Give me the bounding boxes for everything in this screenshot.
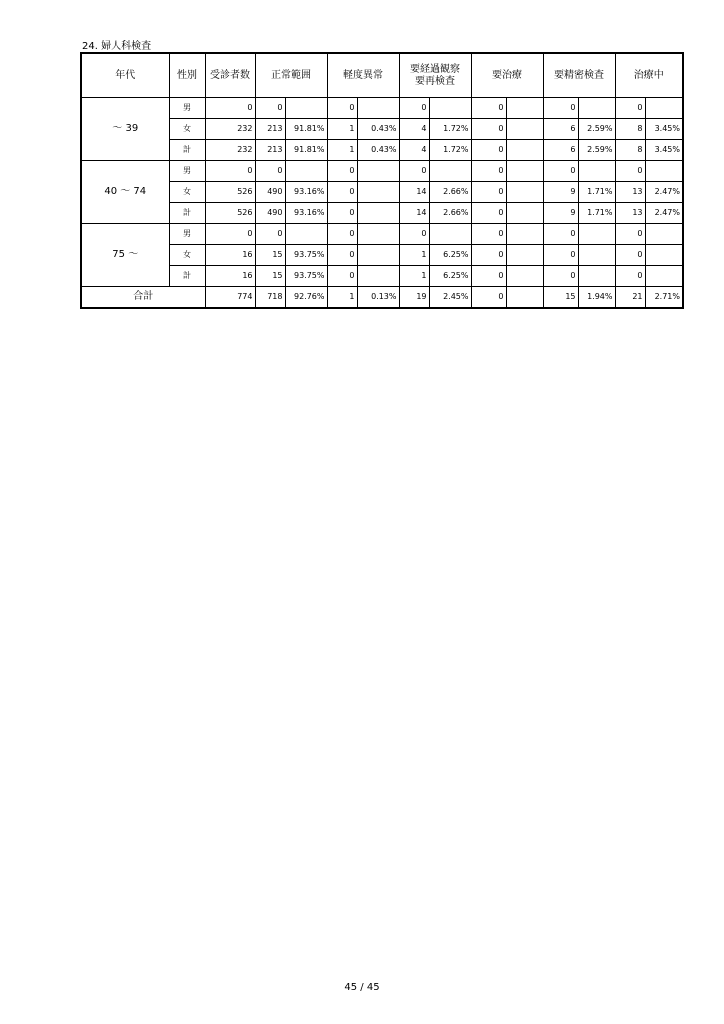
age-group-cell: 40 ～ 74 xyxy=(81,161,169,224)
detail-p-cell xyxy=(578,98,615,119)
mild-n-cell: 0 xyxy=(327,182,357,203)
treat-p-cell xyxy=(506,161,543,182)
mild-n-cell: 0 xyxy=(327,266,357,287)
mild-p-cell xyxy=(357,98,399,119)
normal-n-cell: 0 xyxy=(255,98,285,119)
detail-n-cell: 6 xyxy=(543,140,578,161)
sex-cell: 計 xyxy=(169,140,205,161)
total-under-p-cell: 2.71% xyxy=(645,287,683,309)
under-p-cell xyxy=(645,161,683,182)
table-row xyxy=(81,245,683,266)
under-n-cell: 0 xyxy=(615,245,645,266)
header-age: 年代 xyxy=(81,53,169,98)
under-n-cell: 8 xyxy=(615,119,645,140)
sex-cell: 女 xyxy=(169,119,205,140)
total-mild-p-cell: 0.13% xyxy=(357,287,399,309)
observe-n-cell: 1 xyxy=(399,266,429,287)
under-p-cell: 3.45% xyxy=(645,140,683,161)
normal-n-cell: 0 xyxy=(255,224,285,245)
treat-n-cell: 0 xyxy=(471,98,506,119)
table-row xyxy=(81,182,683,203)
observe-n-cell: 14 xyxy=(399,203,429,224)
examinees-cell: 526 xyxy=(205,182,255,203)
normal-n-cell: 0 xyxy=(255,161,285,182)
under-p-cell xyxy=(645,98,683,119)
total-normal-p-cell: 92.76% xyxy=(285,287,327,309)
sex-cell: 男 xyxy=(169,224,205,245)
total-treat-p-cell xyxy=(506,287,543,309)
observe-n-cell: 14 xyxy=(399,182,429,203)
examinees-cell: 0 xyxy=(205,98,255,119)
treat-n-cell: 0 xyxy=(471,245,506,266)
detail-n-cell: 0 xyxy=(543,161,578,182)
observe-p-cell: 2.66% xyxy=(429,182,471,203)
treat-n-cell: 0 xyxy=(471,266,506,287)
examinees-cell: 0 xyxy=(205,224,255,245)
observe-p-cell: 1.72% xyxy=(429,140,471,161)
sex-cell: 計 xyxy=(169,266,205,287)
table-row xyxy=(81,119,683,140)
header-under-treatment: 治療中 xyxy=(615,53,683,98)
under-p-cell: 2.47% xyxy=(645,182,683,203)
examinees-cell: 232 xyxy=(205,119,255,140)
normal-p-cell: 91.81% xyxy=(285,119,327,140)
under-p-cell xyxy=(645,224,683,245)
under-n-cell: 0 xyxy=(615,161,645,182)
treat-p-cell xyxy=(506,203,543,224)
examinees-cell: 16 xyxy=(205,266,255,287)
mild-p-cell xyxy=(357,203,399,224)
normal-p-cell: 93.16% xyxy=(285,203,327,224)
treat-p-cell xyxy=(506,182,543,203)
header-mild: 軽度異常 xyxy=(327,53,399,98)
page-number: 45 / 45 xyxy=(344,982,380,993)
normal-p-cell: 93.75% xyxy=(285,266,327,287)
mild-n-cell: 0 xyxy=(327,224,357,245)
table-row xyxy=(81,98,683,119)
observe-n-cell: 0 xyxy=(399,161,429,182)
header-observe-line2: 要再検査 xyxy=(415,75,455,87)
gynecology-exam-table xyxy=(80,52,684,309)
mild-p-cell xyxy=(357,182,399,203)
sex-cell: 女 xyxy=(169,245,205,266)
sex-cell: 男 xyxy=(169,98,205,119)
mild-p-cell xyxy=(357,245,399,266)
treat-p-cell xyxy=(506,119,543,140)
treat-n-cell: 0 xyxy=(471,224,506,245)
table-row xyxy=(81,140,683,161)
header-row xyxy=(81,53,683,98)
sex-cell: 男 xyxy=(169,161,205,182)
normal-n-cell: 213 xyxy=(255,140,285,161)
detail-n-cell: 0 xyxy=(543,224,578,245)
observe-n-cell: 0 xyxy=(399,224,429,245)
detail-p-cell: 1.71% xyxy=(578,182,615,203)
detail-p-cell: 1.71% xyxy=(578,203,615,224)
total-observe-n-cell: 19 xyxy=(399,287,429,309)
total-examinees-cell: 774 xyxy=(205,287,255,309)
detail-n-cell: 9 xyxy=(543,203,578,224)
header-sex: 性別 xyxy=(169,53,205,98)
header-observe-line1: 要経過観察 xyxy=(410,64,460,75)
mild-p-cell xyxy=(357,224,399,245)
age-group-cell: 75 ～ xyxy=(81,224,169,287)
total-under-n-cell: 21 xyxy=(615,287,645,309)
total-detail-p-cell: 1.94% xyxy=(578,287,615,309)
total-treat-n-cell: 0 xyxy=(471,287,506,309)
observe-p-cell: 6.25% xyxy=(429,245,471,266)
table-row xyxy=(81,266,683,287)
normal-n-cell: 490 xyxy=(255,203,285,224)
header-treatment: 要治療 xyxy=(471,53,543,98)
age-group-cell: ～ 39 xyxy=(81,98,169,161)
total-detail-n-cell: 15 xyxy=(543,287,578,309)
header-normal: 正常範囲 xyxy=(255,53,327,98)
under-p-cell: 3.45% xyxy=(645,119,683,140)
under-p-cell: 2.47% xyxy=(645,203,683,224)
mild-n-cell: 0 xyxy=(327,203,357,224)
observe-p-cell: 2.66% xyxy=(429,203,471,224)
header-examinees: 受診者数 xyxy=(205,53,255,98)
table-row xyxy=(81,224,683,245)
sex-cell: 計 xyxy=(169,203,205,224)
mild-p-cell xyxy=(357,266,399,287)
normal-n-cell: 15 xyxy=(255,245,285,266)
detail-p-cell xyxy=(578,245,615,266)
normal-p-cell xyxy=(285,98,327,119)
under-n-cell: 0 xyxy=(615,224,645,245)
treat-n-cell: 0 xyxy=(471,161,506,182)
mild-p-cell xyxy=(357,161,399,182)
normal-n-cell: 15 xyxy=(255,266,285,287)
examinees-cell: 526 xyxy=(205,203,255,224)
examinees-cell: 0 xyxy=(205,161,255,182)
detail-n-cell: 6 xyxy=(543,119,578,140)
treat-n-cell: 0 xyxy=(471,182,506,203)
detail-n-cell: 9 xyxy=(543,182,578,203)
detail-p-cell xyxy=(578,224,615,245)
detail-p-cell: 2.59% xyxy=(578,119,615,140)
total-mild-n-cell: 1 xyxy=(327,287,357,309)
under-n-cell: 8 xyxy=(615,140,645,161)
observe-p-cell xyxy=(429,224,471,245)
mild-n-cell: 1 xyxy=(327,140,357,161)
total-label: 合計 xyxy=(81,287,205,309)
mild-p-cell: 0.43% xyxy=(357,140,399,161)
observe-p-cell: 6.25% xyxy=(429,266,471,287)
treat-p-cell xyxy=(506,140,543,161)
treat-p-cell xyxy=(506,266,543,287)
normal-p-cell xyxy=(285,161,327,182)
under-p-cell xyxy=(645,266,683,287)
under-n-cell: 0 xyxy=(615,98,645,119)
mild-p-cell: 0.43% xyxy=(357,119,399,140)
normal-n-cell: 490 xyxy=(255,182,285,203)
treat-n-cell: 0 xyxy=(471,140,506,161)
under-p-cell xyxy=(645,245,683,266)
under-n-cell: 13 xyxy=(615,182,645,203)
observe-p-cell: 1.72% xyxy=(429,119,471,140)
normal-n-cell: 213 xyxy=(255,119,285,140)
total-row xyxy=(81,287,683,309)
mild-n-cell: 0 xyxy=(327,161,357,182)
header-detailed: 要精密検査 xyxy=(543,53,615,98)
observe-n-cell: 0 xyxy=(399,98,429,119)
detail-n-cell: 0 xyxy=(543,266,578,287)
normal-p-cell: 93.75% xyxy=(285,245,327,266)
under-n-cell: 0 xyxy=(615,266,645,287)
treat-n-cell: 0 xyxy=(471,203,506,224)
detail-p-cell xyxy=(578,161,615,182)
normal-p-cell: 93.16% xyxy=(285,182,327,203)
examinees-cell: 16 xyxy=(205,245,255,266)
sex-cell: 女 xyxy=(169,182,205,203)
detail-n-cell: 0 xyxy=(543,98,578,119)
examinees-cell: 232 xyxy=(205,140,255,161)
normal-p-cell xyxy=(285,224,327,245)
mild-n-cell: 0 xyxy=(327,245,357,266)
observe-n-cell: 1 xyxy=(399,245,429,266)
treat-p-cell xyxy=(506,245,543,266)
header-observe xyxy=(399,53,471,98)
under-n-cell: 13 xyxy=(615,203,645,224)
treat-n-cell: 0 xyxy=(471,119,506,140)
normal-p-cell: 91.81% xyxy=(285,140,327,161)
treat-p-cell xyxy=(506,224,543,245)
detail-p-cell: 2.59% xyxy=(578,140,615,161)
table-row xyxy=(81,203,683,224)
mild-n-cell: 0 xyxy=(327,98,357,119)
detail-n-cell: 0 xyxy=(543,245,578,266)
table-row xyxy=(81,161,683,182)
observe-p-cell xyxy=(429,161,471,182)
observe-p-cell xyxy=(429,98,471,119)
mild-n-cell: 1 xyxy=(327,119,357,140)
treat-p-cell xyxy=(506,98,543,119)
detail-p-cell xyxy=(578,266,615,287)
total-observe-p-cell: 2.45% xyxy=(429,287,471,309)
observe-n-cell: 4 xyxy=(399,140,429,161)
page-title: 24. 婦人科検査 xyxy=(82,41,152,52)
total-normal-n-cell: 718 xyxy=(255,287,285,309)
observe-n-cell: 4 xyxy=(399,119,429,140)
